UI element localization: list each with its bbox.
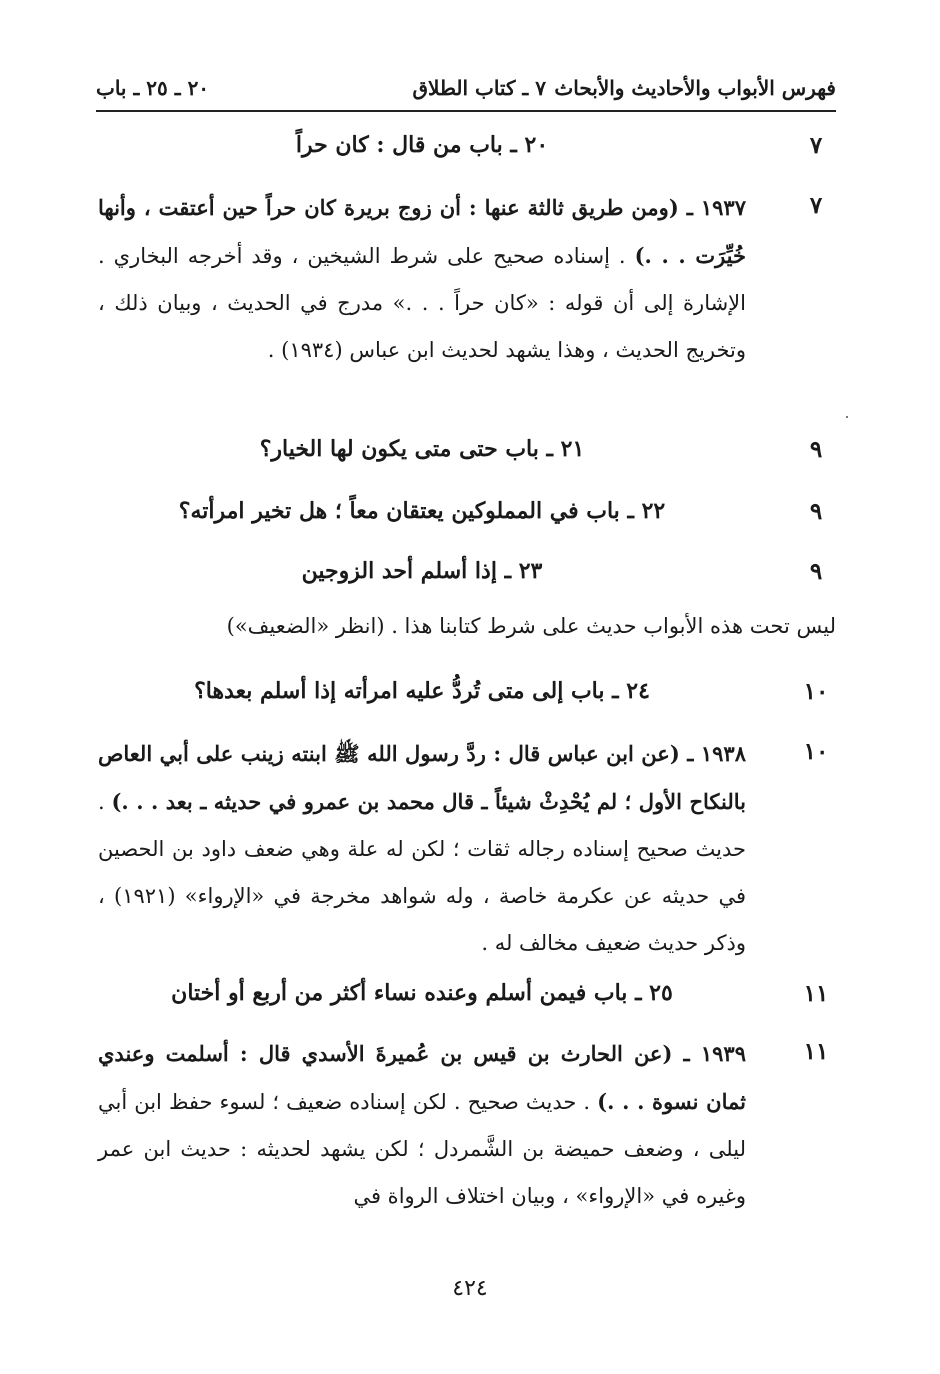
page-number: ٤٢٤	[452, 1276, 488, 1301]
chapter-20-ref: ٧	[809, 132, 823, 159]
chapter-23-ref: ٩	[809, 558, 823, 585]
hadith-1937-commentary: . إسناده صحيح على شرط الشيخين ، وقد أخرجه البخاري . الإشارة إلى أن قوله : «كان حراً . . .» مدرج في الحديث ، وبيان ذلك ، وتخريج الحديث ، وهذا يشهد لحديث ابن عباس (١٩٣٤) .	[98, 244, 746, 362]
chapters-note: ليس تحت هذه الأبواب حديث على شرط كتابنا هذا . (انظر «الضعيف»)	[226, 614, 836, 638]
hadith-1939-body	[98, 1030, 746, 1220]
chapter-21-title: ٢١ ـ باب حتى متى يكون لها الخيار؟	[259, 436, 585, 462]
chapter-24-ref: ١٠	[803, 678, 829, 705]
chapter-22-title: ٢٢ ـ باب في المملوكين يعتقان معاً ؛ هل تخير امرأته؟	[178, 498, 666, 524]
chapter-24-title: ٢٤ ـ باب إلى متى تُردُّ عليه امرأته إذا أسلم بعدها؟	[194, 678, 650, 704]
header-divider	[96, 110, 836, 112]
header-index-title: فهرس الأبواب والأحاديث والأبحاث	[554, 76, 836, 100]
hadith-1938-commentary: . حديث صحيح إسناده رجاله ثقات ؛ لكن له علة وهي ضعف داود بن الحصين في حديثه عن عكرمة خاصة ، وله شواهد مخرجة في «الإرواء» (١٩٢١) ، وذكر حديث ضعيف مخالف له .	[98, 790, 746, 955]
hadith-1938-body	[98, 730, 746, 967]
chapter-21-ref: ٩	[809, 436, 823, 463]
header-book-title: ٧ ـ كتاب الطلاق	[412, 76, 546, 100]
chapter-25	[104, 976, 836, 1016]
hadith-1938	[98, 730, 836, 970]
chapter-24	[104, 674, 836, 714]
running-header	[96, 72, 836, 108]
hadith-1937-body	[98, 184, 746, 374]
hadith-1937-text: ١٩٣٧ ـ (ومن طريق ثالثة عنها : أن زوج بريرة كان حراً حين أعتقت ، وأنها خُيِّرَت . . .)	[98, 195, 746, 268]
hadith-1939-commentary: . حديث صحيح . لكن إسناده ضعيف ؛ لسوء حفظ ابن أبي ليلى ، وضعف حميضة بن الشَّمردل ؛ لكن يشهد لحديثه : حديث ابن عمر وغيره في «الإرواء» ، وبيان اختلاف الرواة في	[98, 1090, 746, 1208]
hadith-1938-ref: ١٠	[803, 738, 829, 765]
hadith-1939	[98, 1030, 836, 1230]
chapter-21	[104, 432, 836, 472]
chapter-22-ref: ٩	[809, 498, 823, 525]
hadith-1939-text: ١٩٣٩ ـ (عن الحارث بن قيس بن عُميرةَ الأسدي قال : أسلمت وعندي ثمان نسوة . . .)	[98, 1041, 746, 1114]
chapter-25-ref: ١١	[803, 980, 829, 1007]
chapter-22	[104, 494, 836, 534]
hadith-1939-ref: ١١	[803, 1038, 829, 1065]
chapter-23-title: ٢٣ ـ إذا أسلم أحد الزوجين	[301, 558, 543, 584]
chapter-20-title: ٢٠ ـ باب من قال : كان حراً	[295, 132, 549, 158]
chapter-23	[104, 554, 836, 594]
header-chapter-range: ٢٠ ـ ٢٥ ـ باب	[96, 76, 210, 100]
stray-mark	[846, 416, 848, 418]
chapter-20	[104, 128, 836, 168]
chapter-25-title: ٢٥ ـ باب فيمن أسلم وعنده نساء أكثر من أربع أو أختان	[171, 980, 673, 1006]
hadith-1937	[98, 184, 836, 424]
hadith-1937-ref: ٧	[809, 192, 823, 219]
hadith-1938-text: ١٩٣٨ ـ (عن ابن عباس قال : ردَّ رسول الله ﷺ ابنته زينب على أبي العاص بالنكاح الأول ؛ لم يُحْدِثْ شيئاً ـ قال محمد بن عمرو في حديثه ـ بعد . . .)	[98, 741, 746, 814]
